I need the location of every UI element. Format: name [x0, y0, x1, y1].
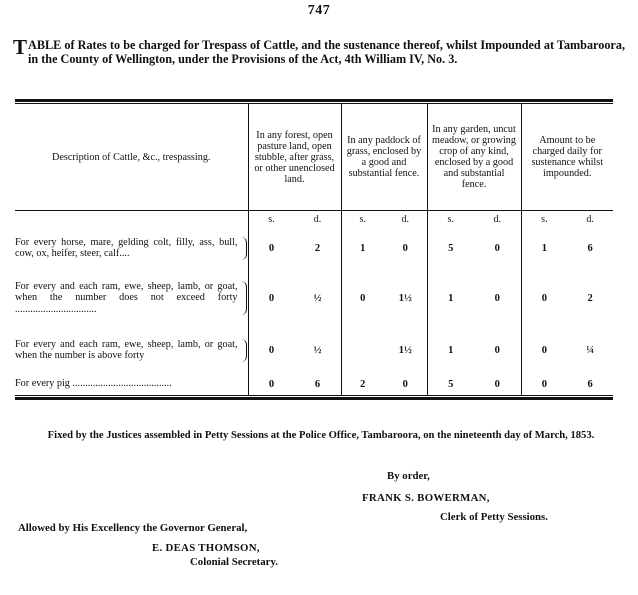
cell-s: 0 — [268, 378, 275, 390]
cell-d: 0 — [494, 378, 500, 390]
cell-s: 0 — [541, 378, 547, 390]
table-row — [15, 327, 613, 373]
unit-d: d. — [586, 213, 594, 225]
cell-s: 0 — [541, 344, 547, 356]
unit-s: s. — [268, 213, 275, 225]
cell-d: 6 — [587, 378, 593, 390]
header-garden: In any garden, uncut meadow, or growing crop of any kind, enclosed by a good and substantial fence. — [427, 104, 521, 211]
document-title — [13, 35, 625, 66]
header-paddock: In any paddock of grass, enclosed by a good and substantial fence. — [341, 104, 427, 211]
cell-d: ½ — [313, 344, 322, 356]
cell-s: 1 — [448, 344, 454, 356]
cell-d: 2 — [314, 242, 321, 254]
row-description: For every pig ....................................... — [15, 378, 172, 390]
table-header-row — [15, 104, 613, 211]
cell-s: 5 — [448, 378, 454, 390]
unit-s: s. — [359, 213, 366, 225]
table-top-rule — [15, 99, 613, 102]
unit-d: d. — [401, 213, 409, 225]
signer-title: Clerk of Petty Sessions. — [440, 511, 548, 523]
secretary-name: E. DEAS THOMSON, — [152, 542, 260, 554]
unit-d: d. — [493, 213, 501, 225]
cell-s: 1 — [541, 242, 547, 254]
row-description: For every horse, mare, gelding colt, filly, ass, bull, cow, ox, heifer, steer, calf.... — [15, 236, 238, 259]
cell-d: 6 — [587, 242, 593, 254]
by-order: By order, — [387, 470, 430, 482]
secretary-title: Colonial Secretary. — [190, 556, 278, 568]
cell-d: 0 — [402, 378, 408, 390]
fixed-note: Fixed by the Justices assembled in Petty Sessions at the Police Office, Tambaroora, on the nineteenth day of March, 1853. — [47, 430, 595, 441]
table-bottom-rule-thin — [15, 395, 613, 396]
unit-s: s. — [447, 213, 454, 225]
unit-s: s. — [541, 213, 548, 225]
units-row — [15, 211, 613, 228]
header-sustenance: Amount to be charged daily for sustenance whilst impounded. — [521, 104, 613, 211]
cell-d: 0 — [494, 344, 500, 356]
table-row — [15, 227, 613, 269]
header-description: Description of Cattle, &c., trespassing. — [15, 104, 248, 211]
cell-s: 0 — [541, 292, 547, 304]
table-bottom-rule — [15, 397, 613, 400]
header-forest: In any forest, open pasture land, open stubble, after grass, or other unenclosed land. — [248, 104, 341, 211]
cell-s: 0 — [268, 292, 275, 304]
table-row — [15, 373, 613, 395]
cell-d: ½ — [313, 292, 322, 304]
cell-d: 1½ — [398, 344, 412, 356]
title-dropcap: T — [13, 35, 28, 59]
cell-d: 0 — [402, 242, 408, 254]
cell-d: 0 — [494, 292, 500, 304]
cell-s: 2 — [360, 378, 366, 390]
table-row — [15, 269, 613, 327]
signer-name: FRANK S. BOWERMAN, — [362, 492, 490, 504]
cell-d: 1½ — [398, 292, 412, 304]
page-number: 747 — [307, 3, 331, 18]
row-description: For every and each ram, ewe, sheep, lamb, or goat, when the number does not exceed forty ................................ — [15, 280, 238, 315]
cell-s: 0 — [268, 344, 275, 356]
cell-d: 0 — [494, 242, 500, 254]
rates-table — [15, 104, 613, 395]
title-text: ABLE of Rates to be charged for Trespass of Cattle, and the sustenance thereof, whilst Impounded at Tambaroora, in the County of Wellington, under the Provisions of the Act, 4th William IV, No. 3. — [28, 38, 625, 66]
unit-d: d. — [313, 213, 322, 225]
cell-s: 0 — [268, 242, 275, 254]
allowed-note: Allowed by His Excellency the Governor General, — [18, 522, 248, 534]
cell-s: 1 — [360, 242, 366, 254]
cell-s: 0 — [360, 292, 366, 304]
cell-d: 6 — [314, 378, 321, 390]
cell-s: 5 — [448, 242, 454, 254]
cell-s: 1 — [448, 292, 454, 304]
cell-s — [348, 345, 378, 356]
cell-d: ¼ — [586, 344, 595, 356]
cell-d: 2 — [587, 292, 593, 304]
row-description: For every and each ram, ewe, sheep, lamb, or goat, when the number is above forty — [15, 338, 238, 361]
